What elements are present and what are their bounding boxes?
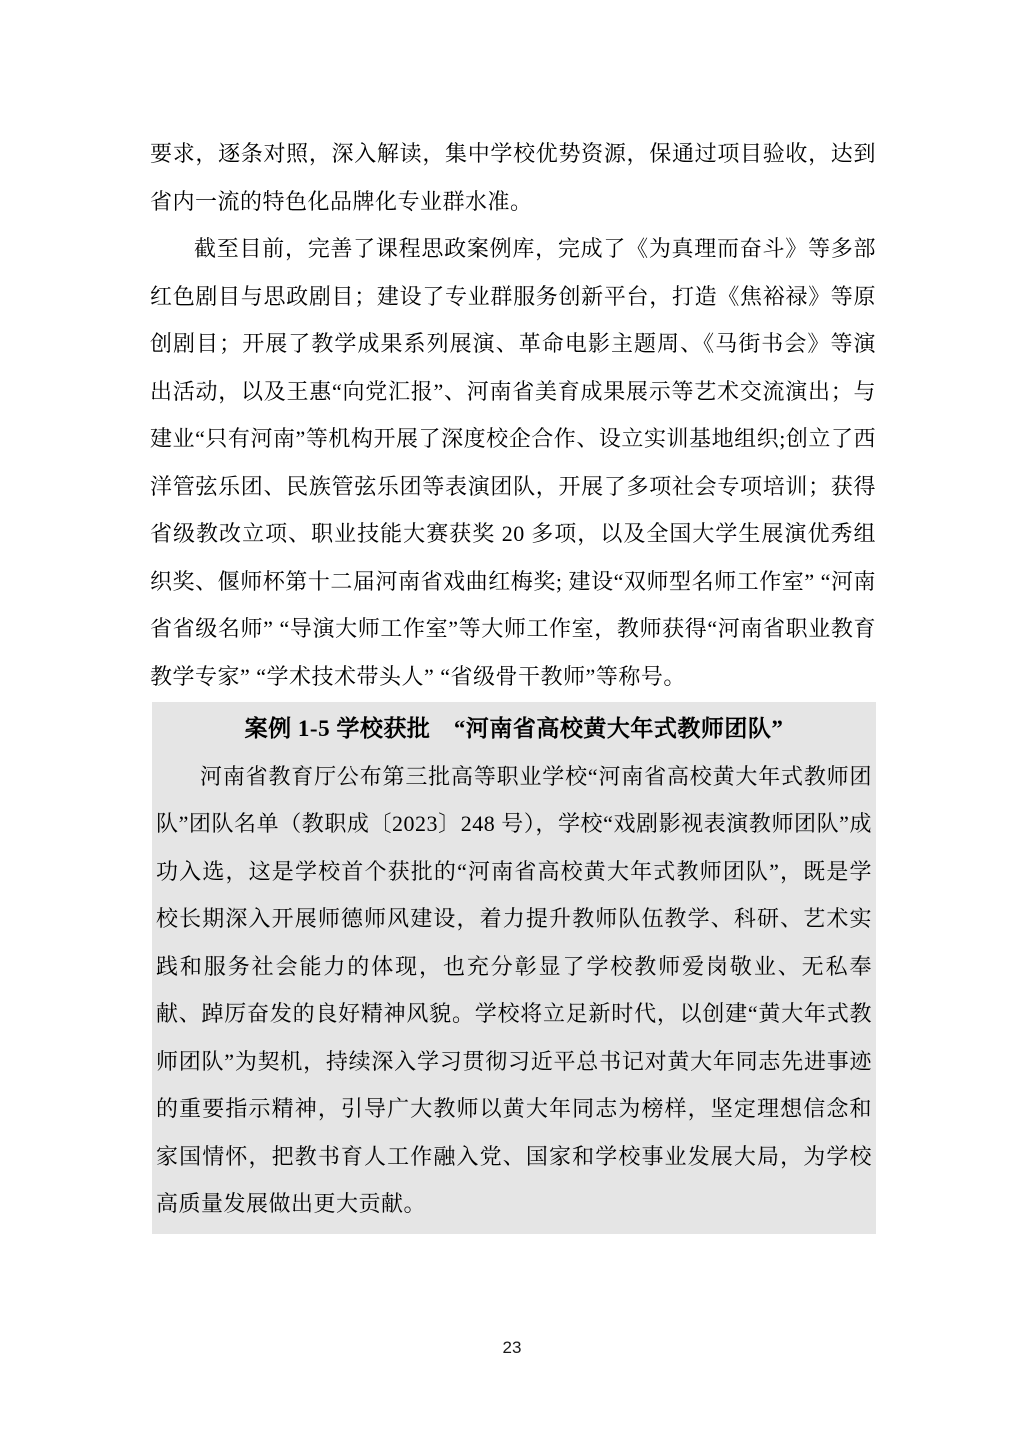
body-paragraph-2: 截至目前，完善了课程思政案例库，完成了《为真理而奋斗》等多部红色剧目与思政剧目；建设了专业群服务创新平台，打造《焦裕禄》等原创剧目；开展了教学成果系列展演、革命电影主题周、《马街书会》等演出活动，以及王惠“向党汇报”、河南省美育成果展示等艺术交流演出；与建业“只有河南”等机构开展了深度校企合作、设立实训基地组织;创立了西洋管弦乐团、民族管弦乐团等表演团队，开展了多项社会专项培训；获得省级教改立项、职业技能大赛获奖 20 多项，以及全国大学生展演优秀组织奖、偃师杯第十二届河南省戏曲红梅奖; 建设“双师型名师工作室” “河南省省级名师” “导演大师工作室”等大师工作室，教师获得“河南省职业教育教学专家” “学术技术带头人” “省级骨干教师”等称号。	[150, 236, 876, 689]
case-box-title: 案例 1-5 学校获批 “河南省高校黄大年式教师团队”	[244, 716, 784, 741]
page-number: 23	[502, 1338, 522, 1357]
case-box	[152, 702, 876, 1234]
body-paragraph-1: 要求，逐条对照，深入解读，集中学校优势资源，保通过项目验收，达到省内一流的特色化品牌化专业群水准。	[150, 141, 876, 214]
text-column	[150, 0, 876, 1234]
case-box-body: 河南省教育厅公布第三批高等职业学校“河南省高校黄大年式教师团队”团队名单（教职成〔2023〕248 号），学校“戏剧影视表演教师团队”成功入选，这是学校首个获批的“河南省高校黄大年式教师团队”，既是学校长期深入开展师德师风建设，着力提升教师队伍教学、科研、艺术实践和服务社会能力的体现，也充分彰显了学校教师爱岗敬业、无私奉献、踔厉奋发的良好精神风貌。学校将立足新时代，以创建“黄大年式教师团队”为契机，持续深入学习贯彻习近平总书记对黄大年同志先进事迹的重要指示精神，引导广大教师以黄大年同志为榜样，坚定理想信念和家国情怀，把教书育人工作融入党、国家和学校事业发展大局，为学校高质量发展做出更大贡献。	[156, 763, 872, 1216]
